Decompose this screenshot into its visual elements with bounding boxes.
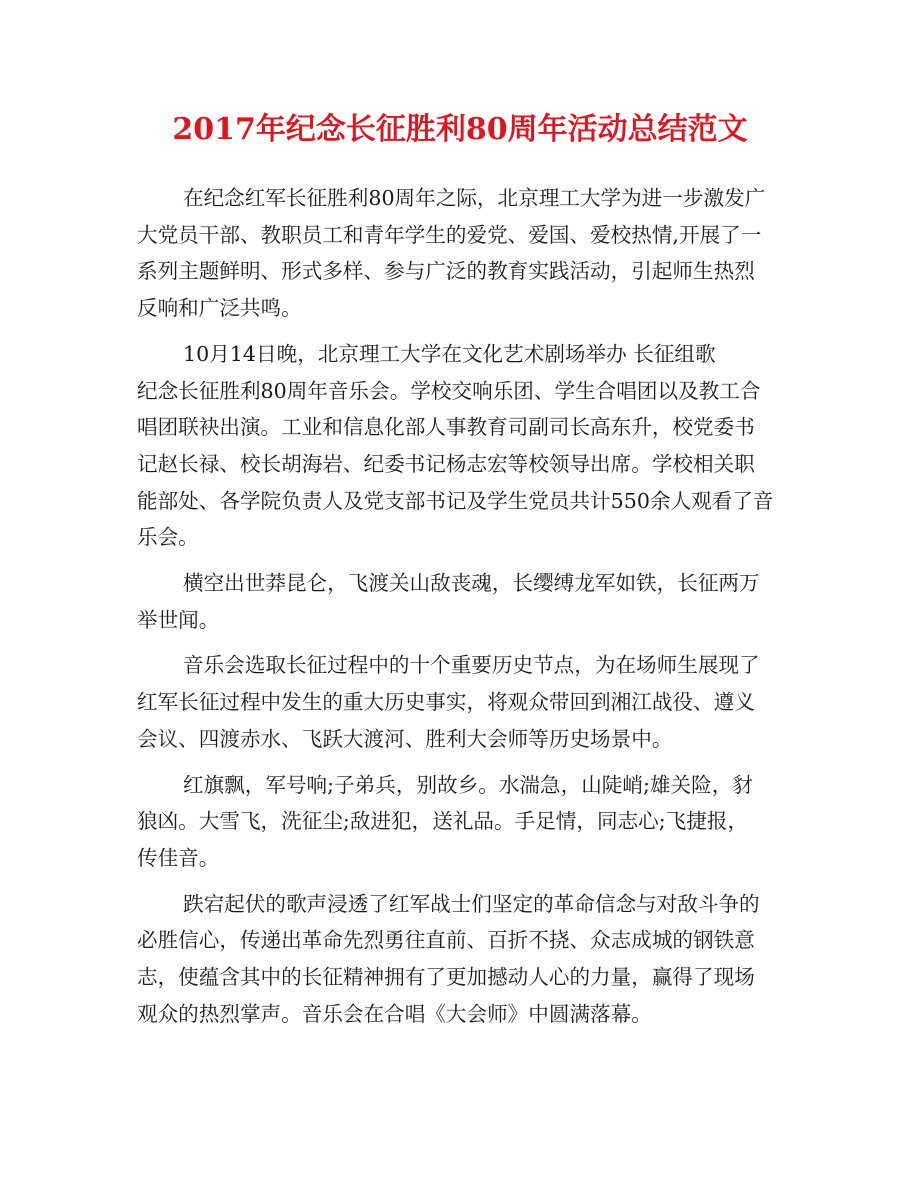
paragraph-line: 能部处、各学院负责人及党支部书记及学生党员共计550余人观看了音 bbox=[137, 488, 774, 513]
paragraph-line: 观众的热烈掌声。音乐会在合唱《大会师》中圆满落幕。 bbox=[137, 1001, 652, 1026]
paragraph-line: 跌宕起伏的歌声浸透了红军战士们坚定的革命信念与对敌斗争的 bbox=[183, 891, 760, 916]
paragraph bbox=[137, 767, 785, 877]
paragraph-line: 横空出世莽昆仑，飞渡关山敌丧魂，长缨缚龙军如铁，长征两万 bbox=[183, 571, 760, 596]
paragraph-line: 红军长征过程中发生的重大历史事实，将观众带回到湘江战役、遵义 bbox=[137, 690, 755, 715]
paragraph-line: 反响和广泛共鸣。 bbox=[137, 296, 302, 321]
paragraph-line: 10月14日晚，北京理工大学在文化艺术剧场举办 长征组歌 bbox=[183, 341, 716, 366]
paragraph-line: 在纪念红军长征胜利80周年之际，北京理工大学为进一步激发广 bbox=[183, 186, 766, 210]
paragraph-line: 志，使蕴含其中的长征精神拥有了更加撼动人心的力量，赢得了现场 bbox=[137, 965, 755, 990]
document-body bbox=[137, 180, 785, 1041]
paragraph bbox=[137, 180, 785, 327]
paragraph-line: 狼凶。大雪飞，洗征尘;敌进犯，送礼品。手足情，同志心;飞捷报， bbox=[137, 809, 749, 834]
paragraph-line: 系列主题鲜明、形式多样、参与广泛的教育实践活动，引起师生热烈 bbox=[137, 259, 755, 284]
paragraph-line: 必胜信心，传递出革命先烈勇往直前、百折不挠、众志成城的钢铁意 bbox=[137, 928, 755, 953]
paragraph-line: 记赵长禄、校长胡海岩、纪委书记杨志宏等校领导出席。学校相关职 bbox=[137, 451, 755, 476]
paragraph-line: 会议、四渡赤水、飞跃大渡河、胜利大会师等历史场景中。 bbox=[137, 726, 673, 751]
paragraph bbox=[137, 336, 785, 556]
paragraph bbox=[137, 886, 785, 1033]
paragraph-line: 乐会。 bbox=[137, 525, 199, 550]
paragraph-line: 唱团联袂出演。工业和信息化部人事教育司副司长高东升，校党委书 bbox=[137, 415, 755, 440]
paragraph-line: 传佳音。 bbox=[137, 845, 220, 870]
paragraph-line: 纪念长征胜利80周年音乐会。学校交响乐团、学生合唱团以及教工合 bbox=[137, 378, 761, 403]
paragraph-line: 大党员干部、教职员工和青年学生的爱党、爱国、爱校热情,开展了一 bbox=[137, 222, 762, 247]
document-title: 2017年纪念长征胜利80周年活动总结范文 bbox=[172, 112, 748, 147]
paragraph-line: 举世闻。 bbox=[137, 607, 220, 632]
paragraph-line: 红旗飘，军号响;子弟兵，别故乡。水湍急，山陡峭;雄关险，豺 bbox=[183, 772, 753, 797]
paragraph bbox=[137, 565, 785, 638]
paragraph bbox=[137, 647, 785, 757]
paragraph-line: 音乐会选取长征过程中的十个重要历史节点，为在场师生展现了 bbox=[183, 653, 760, 678]
